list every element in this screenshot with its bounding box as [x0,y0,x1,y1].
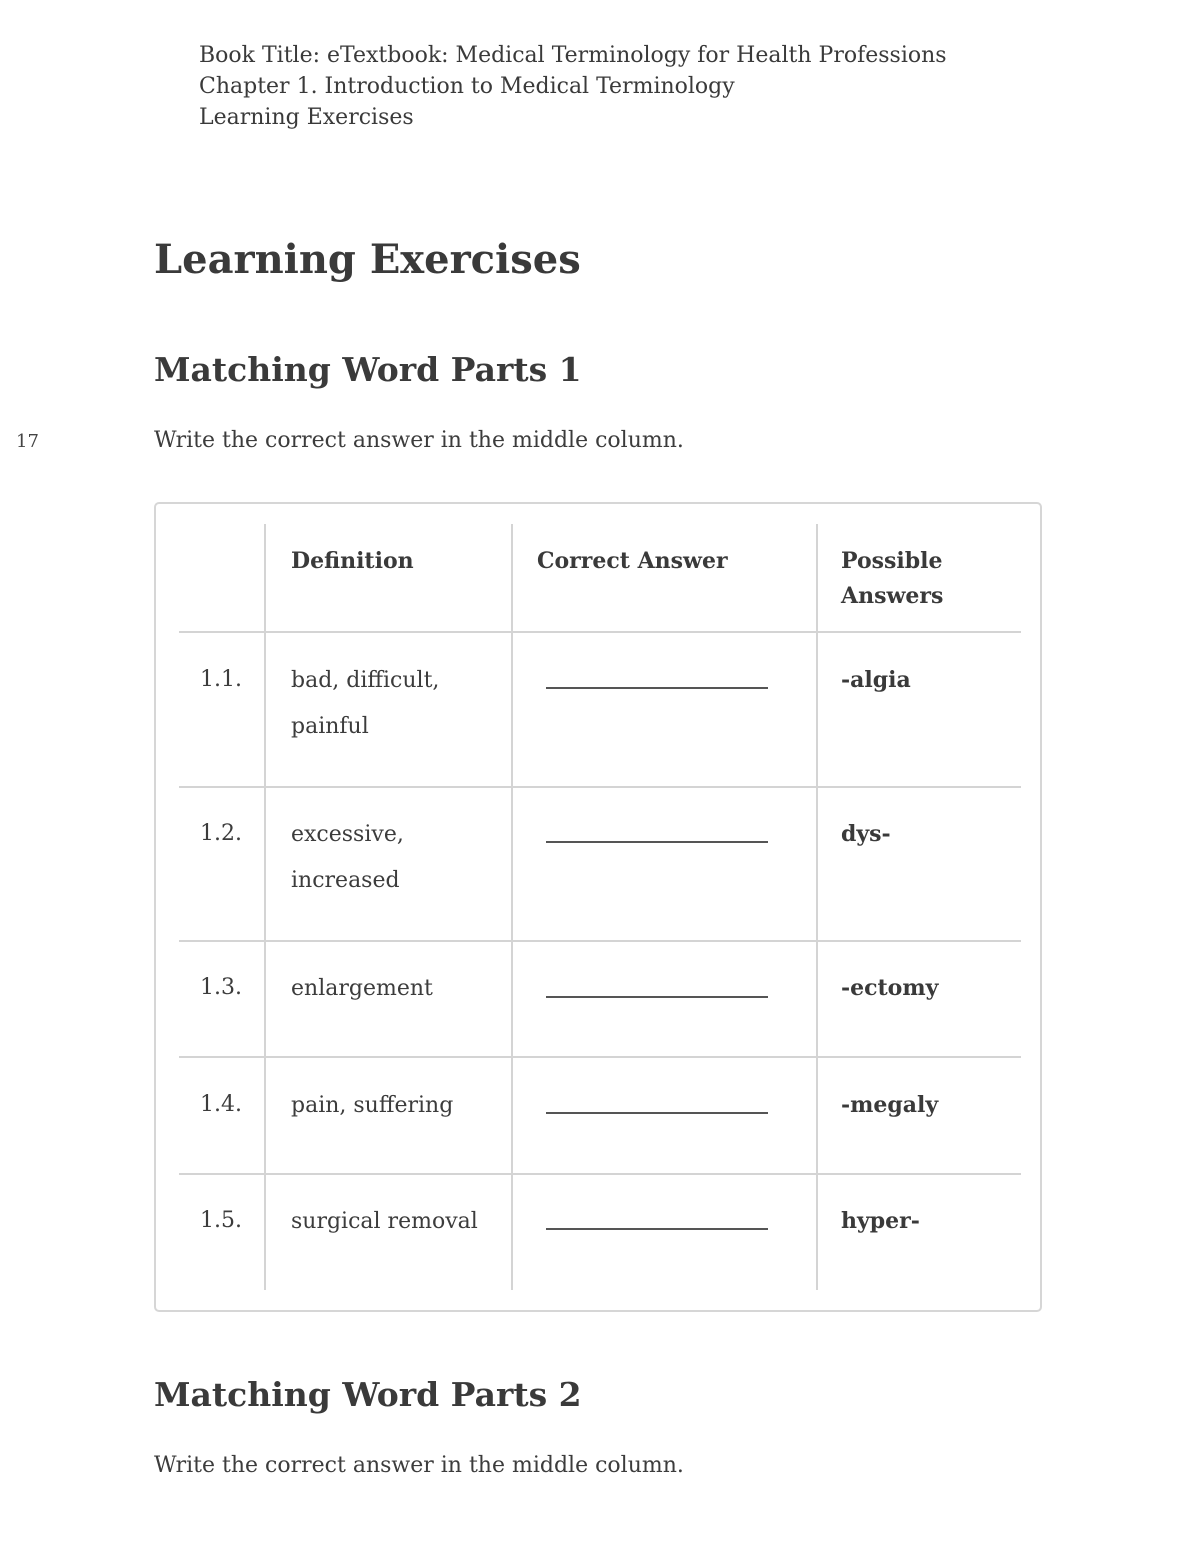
row-number: 1.4. [200,1092,242,1117]
column-header-possible-answers: Possible Answers [841,548,944,609]
possible-answer-cell: -algia [841,667,911,693]
row-divider [179,786,1021,788]
chapter-title: Chapter 1. Introduction to Medical Terminology [199,74,735,99]
section-heading-1: Matching Word Parts 1 [154,350,582,389]
definition-cell: bad, difficult, painful [291,668,440,739]
exercise-table [154,502,1042,1312]
column-header-correct-answer: Correct Answer [537,548,728,574]
row-number: 1.3. [200,975,242,1000]
row-number: 1.5. [200,1208,242,1233]
possible-answer-cell: hyper- [841,1208,920,1234]
answer-blank[interactable] [546,687,768,689]
book-title: Book Title: eTextbook: Medical Terminology for Health Professions [199,43,947,68]
answer-blank[interactable] [546,1228,768,1230]
section-instruction-2: Write the correct answer in the middle column. [154,1453,684,1478]
page-number: 17 [16,431,39,452]
definition-cell: surgical removal [291,1209,478,1234]
row-divider [179,1056,1021,1058]
page-title: Learning Exercises [154,236,581,283]
column-header-definition: Definition [291,548,414,574]
possible-answer-cell: -ectomy [841,975,939,1001]
row-divider [179,1173,1021,1175]
answer-blank[interactable] [546,1112,768,1114]
possible-answer-cell: -megaly [841,1092,939,1118]
section-title: Learning Exercises [199,105,414,130]
row-divider [179,940,1021,942]
column-divider [816,524,818,1290]
section-instruction-1: Write the correct answer in the middle column. [154,428,684,453]
row-number: 1.2. [200,821,242,846]
column-divider [511,524,513,1290]
running-header [199,40,947,133]
answer-blank[interactable] [546,996,768,998]
definition-cell: pain, suffering [291,1093,454,1118]
definition-cell: enlargement [291,976,433,1001]
column-divider [264,524,266,1290]
definition-cell: excessive, increased [291,822,404,893]
section-heading-2: Matching Word Parts 2 [154,1375,582,1414]
row-number: 1.1. [200,667,242,692]
possible-answer-cell: dys- [841,821,891,847]
row-divider [179,631,1021,633]
answer-blank[interactable] [546,841,768,843]
